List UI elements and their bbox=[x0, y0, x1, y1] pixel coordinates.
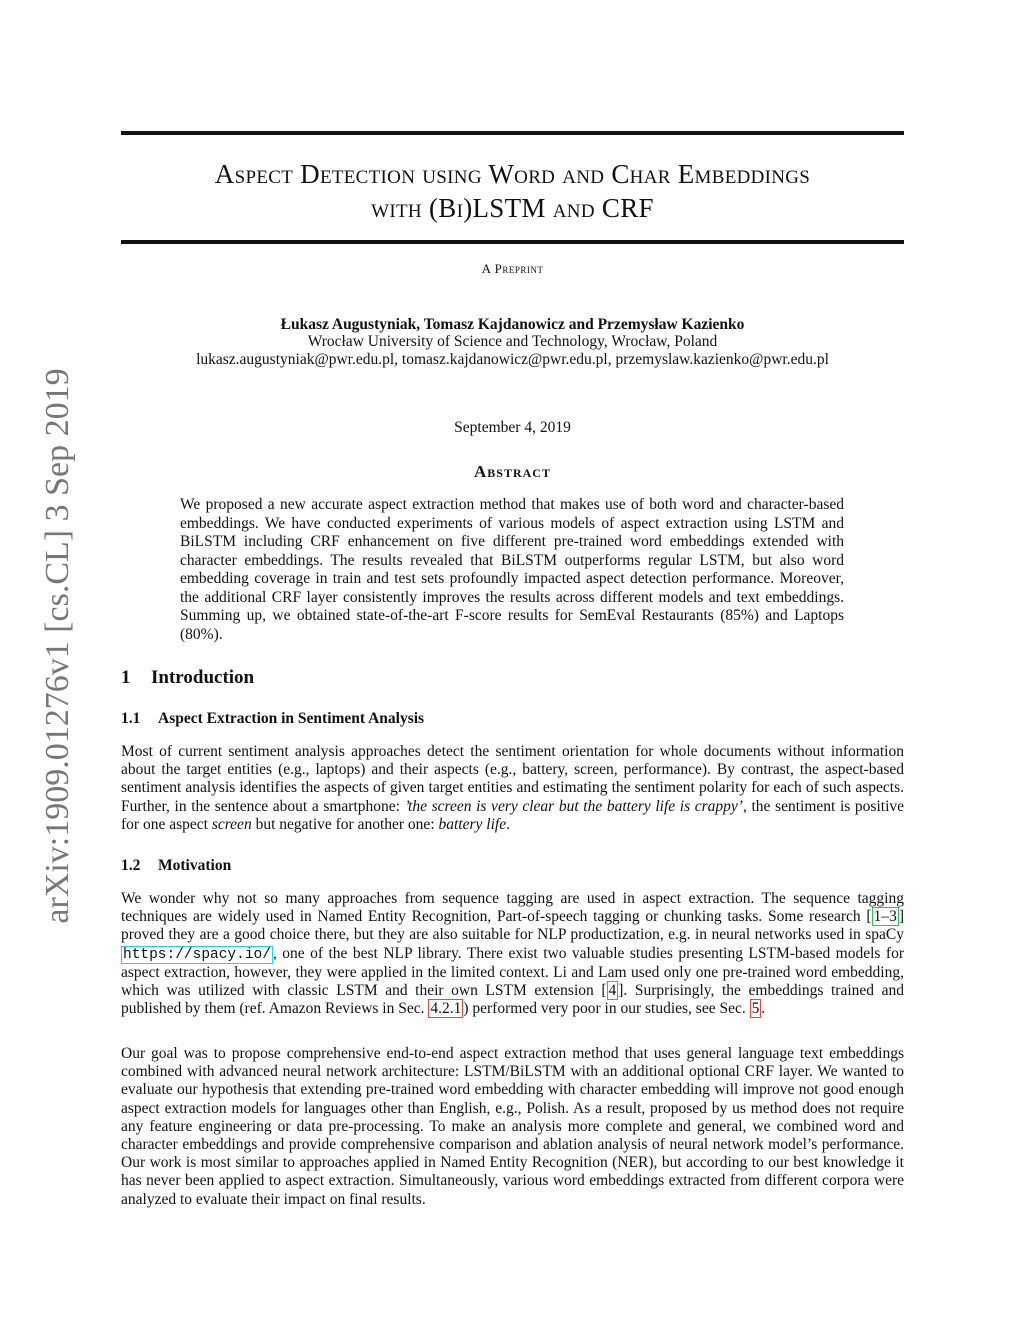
example-quote: ’the screen is very clear but the battery life is crappy’ bbox=[404, 797, 743, 815]
author-list: Łukasz Augustyniak, Tomasz Kajdanowicz and Przemysław Kazienko bbox=[280, 316, 745, 333]
subsection-number: 1.2 bbox=[121, 857, 141, 874]
text-run: ] proved they are a good choice there, but they are also suitable for NLP productization, e.g. in neural networks used in spaCy bbox=[121, 908, 904, 944]
section-number: 1 bbox=[121, 667, 131, 688]
subsection-heading-aspect-extraction bbox=[121, 710, 424, 728]
subsection-number: 1.1 bbox=[121, 710, 141, 727]
text-run: We wonder why not so many approaches from sequence tagging are used in aspect extraction. The sequence tagging techniques are widely used in Named Entity Recognition, Part-of-speech tagging or chunking tasks. Some research [ bbox=[121, 890, 904, 926]
abstract-text: We proposed a new accurate aspect extraction method that makes use of both word and character-based embeddings. We have conducted experiments of various models of aspect extraction using LSTM and BiLSTM including CRF enhancement on five different pre-trained word embeddings extended with character embeddings. The results revealed that BiLSTM outperforms regular LSTM, but also word embedding coverage in train and test sets profoundly impacted aspect detection performance. Moreover, the additional CRF layer consistently improves the results across different models and text embeddings. Summing up, we obtained state-of-the-art F-score results for SemEval Restaurants (85%) and Laptops (80%). bbox=[180, 496, 844, 643]
publication-date: September 4, 2019 bbox=[454, 419, 571, 436]
preprint-label: A Preprint bbox=[481, 261, 544, 276]
section-ref-link-5[interactable]: 5 bbox=[751, 1000, 760, 1018]
affiliation: Wrocław University of Science and Technology, Wrocław, Poland bbox=[307, 333, 718, 350]
paragraph-motivation-2: Our goal was to propose comprehensive end-to-end aspect extraction method that uses general language text embeddings combined with advanced neural network architecture: LSTM/BiLSTM with an additional optional CRF layer. We wanted to evaluate our hypothesis that extending pre-trained word embedding with character embedding will improve not good enough aspect extraction models for languages other than English, e.g., Polish. As a result, proposed by us method does not require any feature engineering or data pre-processing. To make an analysis more complete and general, we combined word and character embeddings and provide comprehensive comparison and ablation analysis of neural network model’s performance. Our work is most similar to approaches applied in Named Entity Recognition (NER), but according to our best knowledge it has never been applied to aspect extraction. Simultaneously, various word embeddings extracted from different corpora were analyzed to evaluate their impact on final results. bbox=[121, 1045, 904, 1208]
paragraph-motivation-1 bbox=[121, 890, 904, 1018]
paragraph-aspect-extraction bbox=[121, 743, 904, 834]
subsection-title: Aspect Extraction in Sentiment Analysis bbox=[158, 710, 425, 727]
section-title: Introduction bbox=[151, 667, 255, 688]
section-ref-link-4-2-1[interactable]: 4.2.1 bbox=[430, 1000, 462, 1018]
subsection-title: Motivation bbox=[158, 857, 232, 874]
citation-link-1-3[interactable]: 1–3 bbox=[873, 908, 897, 926]
subsection-heading-motivation bbox=[121, 857, 231, 875]
paper-title-line-1: Aspect Detection using Word and Char Embeddings bbox=[214, 159, 811, 189]
text-run: ) performed very poor in our studies, see Sec. bbox=[463, 1000, 750, 1018]
text-run: Most of current sentiment analysis approaches detect the sentiment orientation for whole documents without information about the target entities (e.g., laptops) and their aspects (e.g., battery, screen, performance). By contrast, the aspect-based sentiment analysis identifies the aspects of given target entities and estimating the sentiment polarity for each of such aspects. Further, in the sentence about a smartphone: bbox=[121, 743, 904, 815]
arxiv-side-stamp: arXiv:1909.01276v1 [cs.CL] 3 Sep 2019 bbox=[39, 368, 76, 924]
text-run: ]. Surprisingly, the embeddings trained and published by them (ref. Amazon Reviews in Sec. bbox=[121, 982, 904, 1018]
paper-title bbox=[121, 157, 904, 225]
abstract-heading: Abstract bbox=[474, 462, 551, 481]
citation-link-4[interactable]: 4 bbox=[608, 982, 617, 1000]
text-run: but negative for another one: bbox=[251, 815, 439, 833]
section-heading-introduction bbox=[121, 667, 254, 689]
term-screen: screen bbox=[211, 815, 252, 833]
term-battery-life: battery life bbox=[438, 815, 507, 833]
paper-title-line-2: with (Bi)LSTM and CRF bbox=[371, 193, 654, 223]
title-rule-top bbox=[121, 131, 904, 135]
title-rule-bottom bbox=[121, 240, 904, 244]
text-run: , the sentiment is positive for one aspect bbox=[121, 797, 904, 833]
author-emails[interactable]: lukasz.augustyniak@pwr.edu.pl, tomasz.kajdanowicz@pwr.edu.pl, przemyslaw.kazienko@pwr.edu.pl bbox=[196, 351, 829, 368]
text-run: . bbox=[761, 1000, 766, 1018]
spacy-url-link[interactable]: https://spacy.io/ bbox=[123, 946, 271, 963]
text-run: , one of the best NLP library. There exist two valuable studies presenting LSTM-based models for aspect extraction, however, they were applied in the limited context. Li and Lam used only one pre-trained word embedding, which was utilized with classic LSTM and their own LSTM extension [ bbox=[121, 944, 904, 1000]
text-run: . bbox=[506, 815, 510, 833]
